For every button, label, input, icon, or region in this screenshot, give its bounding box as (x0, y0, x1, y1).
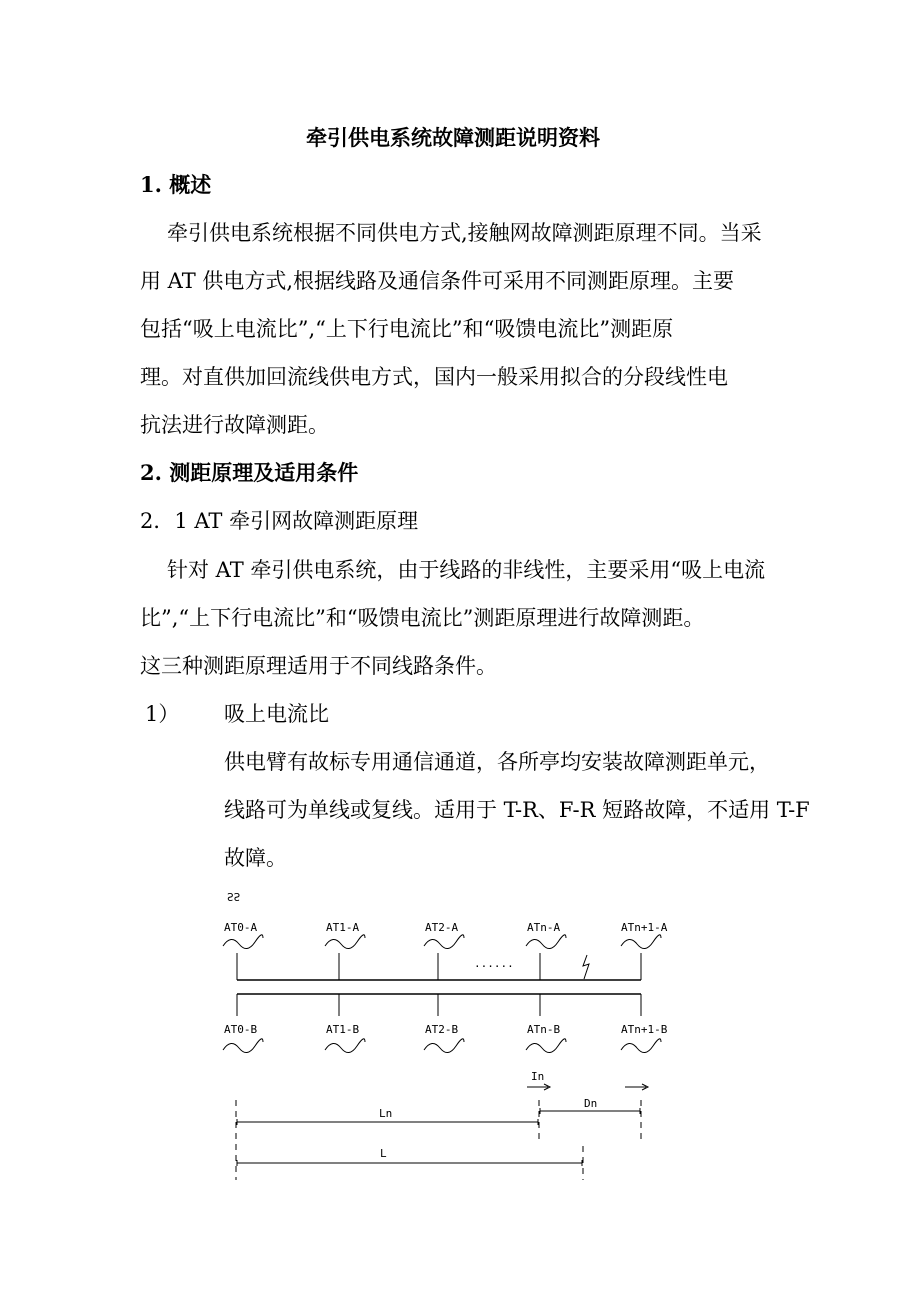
list-item-text: 线路可为单线或复线。适用于 T-R、F-R 短路故障，不适用 T-F (224, 798, 810, 822)
at-top-label: AT2-A (425, 921, 459, 934)
autotransformer-coil-icon (526, 935, 566, 949)
at-bottom-label: ATn+1-B (621, 1023, 668, 1036)
paragraph-line: 抗法进行故障测距。 (140, 413, 329, 437)
at-top-label: ATn+1-A (621, 921, 668, 934)
autotransformer-coil-icon (223, 935, 263, 949)
at-top-label: AT1-A (326, 921, 360, 934)
current-label: In (531, 1070, 545, 1083)
paragraph-line: 牵引供电系统根据不同供电方式,接触网故障测距原理不同。当采 (167, 221, 762, 245)
paragraph-line: 用 AT 供电方式,根据线路及通信条件可采用不同测距原理。主要 (140, 269, 735, 293)
at-bottom-label: AT2-B (425, 1023, 459, 1036)
dn-label: Dn (584, 1097, 598, 1110)
at-bottom-label: AT1-B (326, 1023, 360, 1036)
section-2-heading: 2. 测距原理及适用条件 (140, 460, 359, 485)
list-item-text: 供电臂有故标专用通信通道，各所亭均安装故障测距单元， (224, 750, 770, 774)
paragraph-line: 包括“吸上电流比”,“上下行电流比”和“吸馈电流比”测距原 (140, 317, 674, 341)
page-title: 牵引供电系统故障测距说明资料 (306, 125, 600, 150)
l-dimension (237, 1160, 582, 1166)
subsection-heading: 2．1 AT 牵引网故障测距原理 (140, 509, 419, 533)
autotransformer-coil-icon (325, 935, 365, 949)
autotransformer-coil-icon (424, 935, 464, 949)
autotransformer-coil-icon (223, 1039, 263, 1053)
paragraph-line: 理。对直供加回流线供电方式，国内一般采用拟合的分段线性电 (140, 365, 728, 389)
paragraph-line: 针对 AT 牵引供电系统，由于线路的非线性，主要采用“吸上电流 (167, 558, 766, 582)
section-1-heading: 1. 概述 (140, 172, 212, 197)
at-bottom-label: ATn-B (527, 1023, 561, 1036)
paragraph-line: 比”,“上下行电流比”和“吸馈电流比”测距原理进行故障测距。 (140, 606, 705, 630)
l-label: L (380, 1147, 387, 1160)
arrow-icon (625, 1084, 648, 1090)
ellipsis: ...... (474, 957, 514, 970)
autotransformer-coil-icon (526, 1039, 566, 1053)
list-item-text: 故障。 (224, 846, 287, 870)
autotransformer-coil-icon (325, 1039, 365, 1053)
autotransformer-coil-icon (621, 935, 661, 949)
list-item-number: 1） (145, 702, 180, 726)
at-bottom-label: AT0-B (224, 1023, 258, 1036)
ln-label: Ln (379, 1107, 393, 1120)
list-item-label: 吸上电流比 (224, 702, 329, 726)
autotransformer-coil-icon (621, 1039, 661, 1053)
current-arrow-icon (527, 1084, 550, 1090)
autotransformer-coil-icon (424, 1039, 464, 1053)
at-top-label: ATn-A (527, 921, 561, 934)
paragraph-line: 这三种测距原理适用于不同线路条件。 (140, 654, 497, 678)
ss-label: SS (227, 890, 241, 903)
fault-lightning-icon (583, 955, 589, 979)
at-top-label: AT0-A (224, 921, 258, 934)
